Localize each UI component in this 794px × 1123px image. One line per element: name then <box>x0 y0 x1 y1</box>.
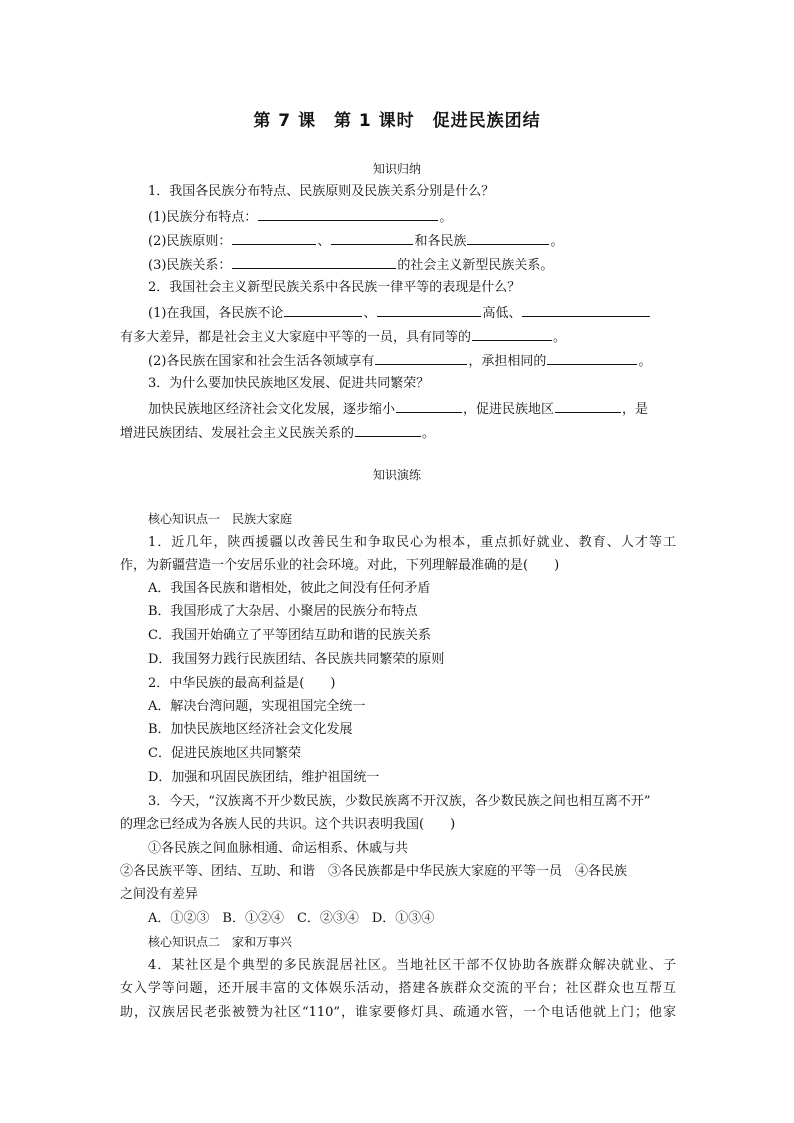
fill-blank <box>555 399 621 413</box>
fill-blank <box>258 207 438 221</box>
q3-answer-text-2: 增进民族团结、发展社会主义民族关系的 <box>120 426 355 441</box>
q2-item-2-mid: ，承担相同的 <box>468 354 547 369</box>
q1-item-1-label: (1)民族分布特点： <box>148 210 258 225</box>
problem-2-option-a: A．解决台湾问题，实现祖国完全统一 <box>148 699 366 714</box>
problem-1-line-1: 1．近几年，陕西援疆以改善民生和争取民心为根本，重点抓好就业、教育、人才等工 <box>148 535 676 550</box>
q3-answer-end-2: 。 <box>422 426 436 441</box>
q1-item-2-mid: 和各民族 <box>414 234 467 249</box>
q1-item-1 <box>148 207 452 227</box>
page-title: 第 7 课 第 1 课时 促进民族团结 <box>253 111 541 131</box>
q3-answer-text-1: 加快民族地区经济社会文化发展，逐步缩小 <box>148 402 396 417</box>
q2-item-1-cont-text: 有多大差异，都是社会主义大家庭中平等的一员，具有同等的 <box>120 330 472 345</box>
q2-item-2-end: 。 <box>638 354 652 369</box>
q2-item-1-cont <box>120 327 566 347</box>
q1-item-2-sep: 、 <box>317 234 331 249</box>
problem-3-choices: A．①②③ B．①②④ C．②③④ D．①③④ <box>148 911 435 926</box>
problem-2-option-b: B．加快民族地区经济社会文化发展 <box>148 722 353 737</box>
q2-item-2 <box>148 351 651 371</box>
problem-4-line-3: 助，汉族居民老张被赞为社区“110”，谁家要修灯具、疏通水管，一个电话他就上门；他家 <box>120 1005 676 1020</box>
knowledge-point-2: 核心知识点二 家和万事兴 <box>148 935 293 949</box>
q2-item-1-sep: 、 <box>363 306 377 321</box>
problem-2: 2．中华民族的最高利益是( ) <box>148 676 336 691</box>
knowledge-point-1: 核心知识点一 民族大家庭 <box>148 512 293 526</box>
q1-item-2-end: 。 <box>550 234 564 249</box>
q3-answer-line-2 <box>120 423 435 443</box>
problem-3-line-1: 3．今天，“汉族离不开少数民族，少数民族离不开汉族，各少数民族之间也相互离不开” <box>148 794 651 809</box>
fill-blank <box>355 423 421 437</box>
fill-blank <box>284 303 362 317</box>
fill-blank <box>472 327 552 341</box>
problem-4-line-2: 女入学等问题，还开展丰富的文体娱乐活动，搭建各族群众交流的平台；社区群众也互帮互 <box>120 981 676 996</box>
q1-item-3 <box>148 255 553 275</box>
problem-3-line-2: 的理念已经成为各族人民的共识。这个共识表明我国( ) <box>120 817 456 832</box>
q3-answer-end-1: ，是 <box>622 402 649 417</box>
section-heading-practice: 知识演练 <box>372 468 421 482</box>
q1-item-2-label: (2)民族原则： <box>148 234 232 249</box>
problem-3-statement-1: ①各民族之间血脉相通、命运相系、休戚与共 <box>148 841 409 856</box>
question-2: 2．我国社会主义新型民族关系中各民族一律平等的表现是什么？ <box>148 280 521 295</box>
q2-item-2-label: (2)各民族在国家和社会生活各领域享有 <box>148 354 375 369</box>
fill-blank <box>467 231 549 245</box>
q3-answer-mid: ，促进民族地区 <box>463 402 555 417</box>
q1-item-2 <box>148 231 563 251</box>
q1-item-3-label: (3)民族关系： <box>148 258 232 273</box>
fill-blank <box>522 303 650 317</box>
problem-2-option-c: C．促进民族地区共同繁荣 <box>148 746 301 761</box>
q2-item-1-label: (1)在我国，各民族不论 <box>148 306 284 321</box>
question-3: 3．为什么要加快民族地区发展、促进共同繁荣？ <box>148 376 430 391</box>
fill-blank <box>375 351 467 365</box>
fill-blank <box>232 255 396 269</box>
section-heading-summary: 知识归纳 <box>372 162 421 176</box>
fill-blank <box>331 231 413 245</box>
problem-1-option-d: D．我国努力践行民族团结、各民族共同繁荣的原则 <box>148 652 445 667</box>
problem-3-statements-2: ②各民族平等、团结、互助、和谐 ③各民族都是中华民族大家庭的平等一员 ④各民族 <box>120 864 628 879</box>
q2-item-1-end: 。 <box>553 330 567 345</box>
problem-1-line-2: 作，为新疆营造一个安居乐业的社会环境。对此，下列理解最准确的是( ) <box>120 558 560 573</box>
problem-1-option-a: A．我国各民族和谐相处，彼此之间没有任何矛盾 <box>148 581 431 596</box>
fill-blank <box>232 231 316 245</box>
fill-blank <box>377 303 481 317</box>
problem-3-statements-3: 之间没有差异 <box>120 887 199 902</box>
problem-1-option-b: B．我国形成了大杂居、小聚居的民族分布特点 <box>148 604 418 619</box>
problem-4-line-1: 4．某社区是个典型的多民族混居社区。当地社区干部不仅协助各族群众解决就业、子 <box>148 958 676 973</box>
fill-blank <box>547 351 637 365</box>
question-1: 1．我国各民族分布特点、民族原则及民族关系分别是什么？ <box>148 184 495 199</box>
problem-2-option-d: D．加强和巩固民族团结，维护祖国统一 <box>148 770 380 785</box>
q2-item-1-mid: 高低、 <box>482 306 522 321</box>
problem-1-option-c: C．我国开始确立了平等团结互助和谐的民族关系 <box>148 628 431 643</box>
q1-item-3-end: 的社会主义新型民族关系。 <box>397 258 554 273</box>
q1-item-1-end: 。 <box>439 210 453 225</box>
q2-item-1 <box>148 303 651 323</box>
fill-blank <box>396 399 462 413</box>
q3-answer-line-1 <box>148 399 648 419</box>
